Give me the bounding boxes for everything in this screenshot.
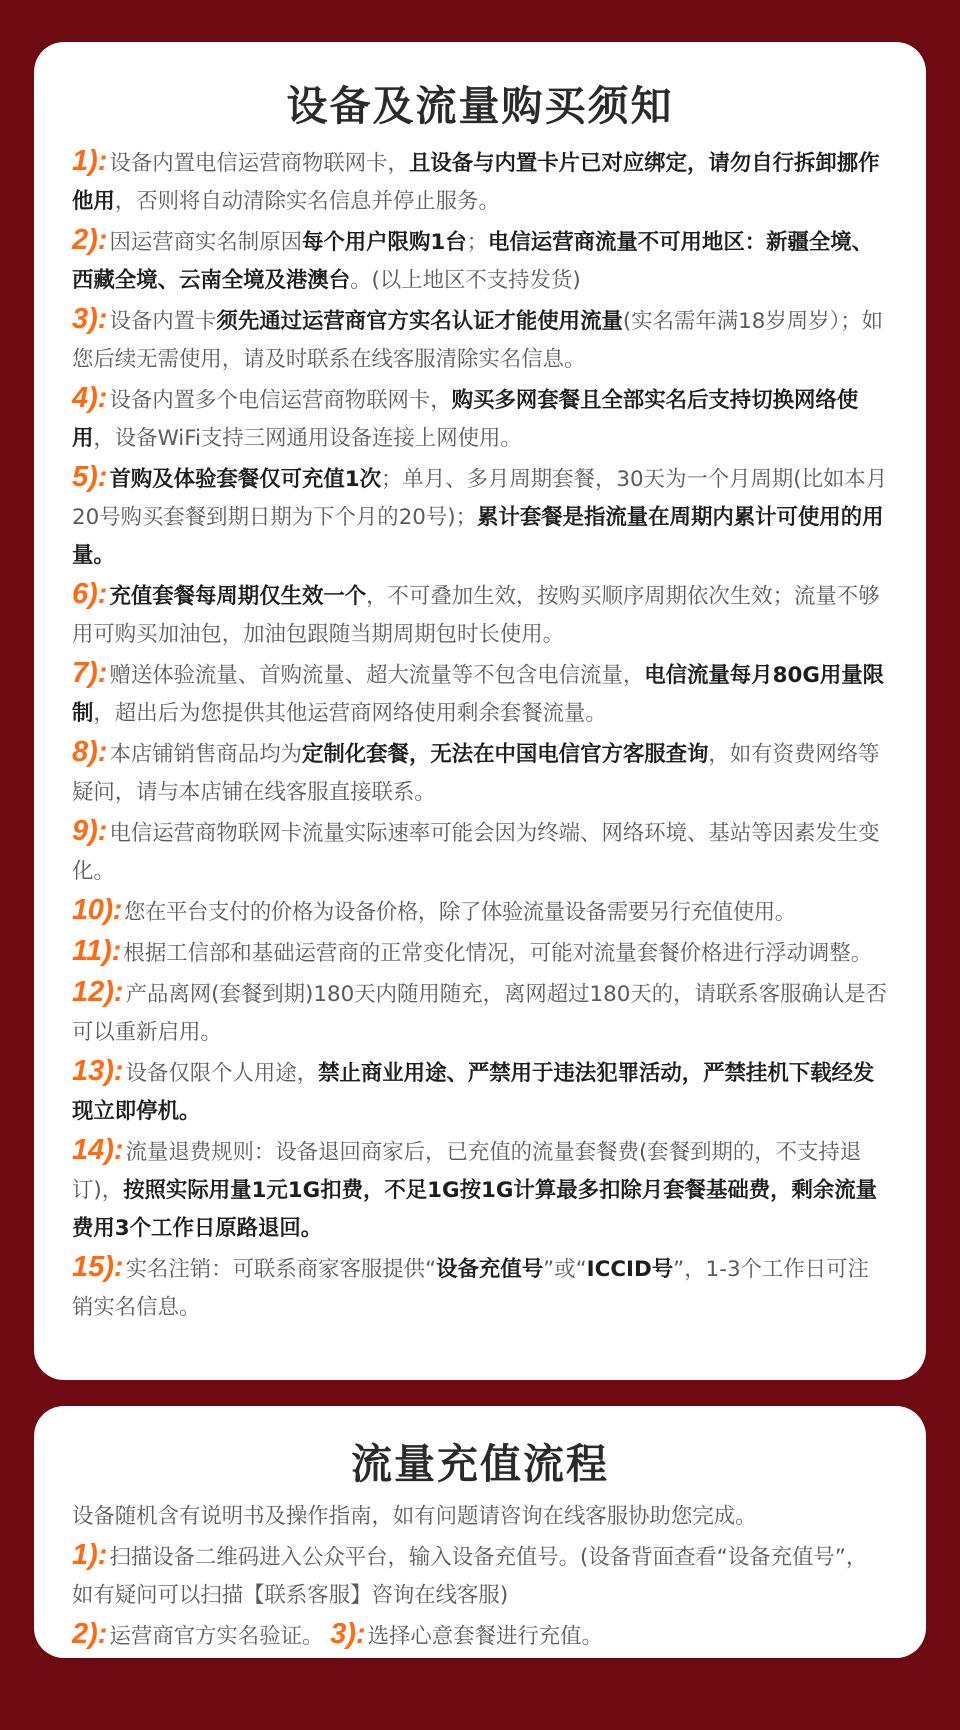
item-text: 您在平台支付的价格为设备价格，除了体验流量设备需要另行充值使用。 [123,900,796,925]
notice-item-14 [72,1131,888,1248]
item-number: 14): [72,1134,124,1166]
item-number: 1): [72,1539,108,1571]
item-text: ，如有资费网络等疑问，请与本店铺在线客服直接联系。 [72,742,880,805]
item-text: 本店铺销售商品均为 [109,742,302,767]
item-number: 5): [72,461,108,493]
item-text: 设备内置多个电信运营商物联网卡， [109,388,452,413]
item-number: 9): [72,815,108,847]
item-text-bold: 禁止商业用途、严禁用于违法犯罪活动，严禁挂机下载经发现立即停机。 [72,1061,875,1124]
process-step-1 [72,1536,888,1615]
item-text-bold: 电信运营商流量不可用地区：新疆全境、西藏全境、云南全境及港澳台 [72,230,874,293]
notice-item-3 [72,300,888,379]
item-text-bold: 按照实际用量1元1G扣费，不足1G按1G计算最多扣除月套餐基础费，剩余流量费用3个工作日原路退回。 [72,1178,878,1241]
notice-item-15 [72,1248,888,1327]
item-number: 10): [72,894,122,926]
item-text-bold: 且设备与内置卡片已对应绑定，请勿自行拆卸挪作他用 [72,151,880,214]
notice-item-9 [72,812,888,891]
notice-item-13 [72,1052,888,1131]
item-text-bold: 须先通过运营商官方实名认证才能使用流量 [216,309,623,334]
item-text: 设备内置卡 [109,309,217,334]
item-text: 扫描设备二维码进入公众平台，输入设备充值号。(设备背面查看“设备充值号”，如有疑问可以扫描【联系客服】咨询在线客服) [72,1545,868,1608]
item-number: 4): [72,382,108,414]
notice-title: 设备及流量购买须知 [286,82,674,130]
process-title: 流量充值流程 [351,1440,609,1488]
item-text: 。(以上地区不支持发货) [350,268,581,293]
item-text: 选择心意套餐进行充值。 [367,1624,603,1649]
item-text: 产品离网(套餐到期)180天内随用随充，离网超过180天的，请联系客服确认是否可以重新启用。 [72,982,888,1045]
process-step-3-number: 3): [330,1618,366,1650]
process-intro: 设备随机含有说明书及操作指南，如有问题请咨询在线客服协助您完成。 [72,1504,757,1529]
notice-item-5 [72,458,888,575]
item-number: 3): [72,303,108,335]
recharge-process-card [34,1406,926,1658]
notice-item-10 [72,891,888,932]
item-number: 6): [72,578,108,610]
notice-item-8 [72,733,888,812]
item-text: ”或“ [543,1257,587,1282]
item-number: 2): [72,1618,108,1650]
item-text: ，超出后为您提供其他运营商网络使用剩余套餐流量。 [93,701,607,726]
item-number: 2): [72,224,108,256]
item-number: 7): [72,657,108,689]
notice-item-6 [72,575,888,654]
item-text: (实名需年满18岁周岁）；如您后续无需使用，请及时联系在线客服清除实名信息。 [72,309,884,372]
item-text: 实名注销：可联系商家客服提供“ [125,1257,437,1282]
item-text: 流量退费规则：设备退回商家后，已充值的流量套餐费(套餐到期的，不支持退订)， [72,1140,862,1203]
item-number: 8): [72,736,108,768]
purchase-notice-card [34,42,926,1380]
item-text-bold: 购买多网套餐且全部实名后支持切换网络使用 [72,388,859,451]
notice-item-1 [72,142,888,221]
item-text: 运营商官方实名验证。 [109,1624,324,1649]
item-text: 根据工信部和基础运营商的正常变化情况，可能对流量套餐价格进行浮动调整。 [123,941,873,966]
item-text: 因运营商实名制原因 [109,230,302,255]
item-text: ；单月、多月周期套餐，30天为一个月周期(比如本月20号购买套餐到期日期为下个月的20号)； [72,467,888,530]
item-text: ； [466,230,489,255]
item-number: 15): [72,1251,124,1283]
notice-item-2 [72,221,888,300]
process-list [72,1536,888,1656]
item-text: 设备仅限个人用途， [125,1061,319,1086]
item-text: ，设备WiFi支持三网通用设备连接上网使用。 [93,426,522,451]
item-number: 12): [72,976,124,1008]
process-step-2 [72,1615,888,1656]
item-text: ，否则将自动清除实名信息并停止服务。 [114,189,500,214]
item-text-bold: 首购及体验套餐仅可充值1次 [109,467,382,492]
item-text-bold: 设备充值号 [436,1257,544,1282]
item-text: 设备内置电信运营商物联网卡， [109,151,409,176]
notice-item-7 [72,654,888,733]
item-number: 1): [72,145,108,177]
item-text: ，不可叠加生效，按购买顺序周期依次生效；流量不够用可购买加油包，加油包跟随当期周期包时长使用。 [72,584,880,647]
item-text-bold: 充值套餐每周期仅生效一个 [109,584,367,609]
item-text-bold: 每个用户限购1台 [301,230,467,255]
item-text-bold: 累计套餐是指流量在周期内累计可使用的用量。 [72,505,884,568]
item-text: 赠送体验流量、首购流量、超大流量等不包含电信流量， [109,663,645,688]
item-text-bold: 定制化套餐，无法在中国电信官方客服查询 [301,742,709,767]
notice-item-11 [72,932,888,973]
item-text-bold: ICCID号 [586,1257,674,1282]
item-number: 13): [72,1055,124,1087]
item-number: 11): [72,935,122,967]
notice-item-12 [72,973,888,1052]
item-text: ”，1-3个工作日可注销实名信息。 [72,1257,869,1320]
item-text: 电信运营商物联网卡流量实际速率可能会因为终端、网络环境、基站等因素发生变化。 [72,821,880,884]
item-text-bold: 电信流量每月80G用量限制 [72,663,885,726]
notice-list [72,142,888,1327]
notice-item-4 [72,379,888,458]
